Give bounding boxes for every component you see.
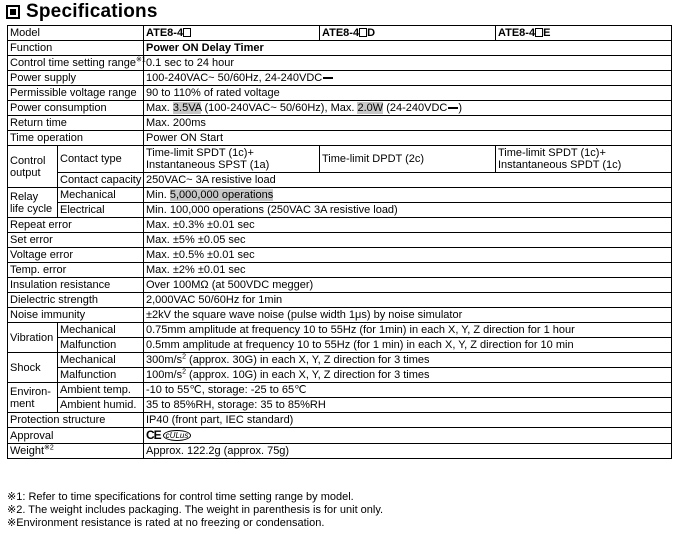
row-value: 2,000VAC 50/60Hz for 1min (144, 293, 672, 308)
row-value: IP40 (front part, IEC standard) (144, 413, 672, 428)
table-row (8, 323, 672, 338)
model-cell: ATE8-4 (144, 26, 320, 41)
table-row (8, 203, 672, 218)
table-row (8, 131, 672, 146)
placeholder-square-icon (535, 28, 543, 37)
table-row (8, 263, 672, 278)
row-value: Min. 5,000,000 operations (144, 188, 672, 203)
section-heading (6, 1, 158, 23)
table-row (8, 71, 672, 86)
footnote: ※Environment resistance is rated at no freezing or condensation. (7, 517, 325, 529)
table-row (8, 353, 672, 368)
row-label: Weight$^{※2}$ (8, 444, 144, 459)
group-label: Relay life cycle (8, 188, 58, 218)
ul-mark-icon: cULus (163, 430, 192, 441)
dc-symbol-icon (323, 77, 333, 79)
row-label: Repeat error (8, 218, 144, 233)
approval-marks (146, 429, 191, 441)
group-label: Environ-ment (8, 383, 58, 413)
row-value: ±2kV the square wave noise (pulse width 1μs) by noise simulator (144, 308, 672, 323)
table-row (8, 308, 672, 323)
row-label: Control time setting range$^{※1}$ (8, 56, 144, 71)
row-value: Max. ±2% ±0.01 sec (144, 263, 672, 278)
row-value: Approx. 122.2g (approx. 75g) (144, 444, 672, 459)
row-value: Min. 100,000 operations (250VAC 3A resistive load) (144, 203, 672, 218)
table-row (8, 413, 672, 428)
row-label: Ambient temp. (58, 383, 144, 398)
row-label: Contact type (58, 146, 144, 173)
table-row (8, 41, 672, 56)
table-row (8, 56, 672, 71)
row-label: Contact capacity (58, 173, 144, 188)
group-label: Shock (8, 353, 58, 383)
footnote: ※1: Refer to time specifications for control time setting range by model. (7, 491, 354, 503)
row-value: 250VAC~ 3A resistive load (144, 173, 672, 188)
specifications-table (7, 25, 672, 459)
footnote: ※2. The weight includes packaging. The weight in parenthesis is for unit only. (7, 504, 384, 516)
row-label: Power consumption (8, 101, 144, 116)
table-row (8, 101, 672, 116)
model-cell: ATE8-4 E (496, 26, 672, 41)
group-label: Vibration (8, 323, 58, 353)
row-label: Set error (8, 233, 144, 248)
table-row (8, 248, 672, 263)
row-label: Permissible voltage range (8, 86, 144, 101)
row-label: Dielectric strength (8, 293, 144, 308)
table-row (8, 188, 672, 203)
table-row (8, 233, 672, 248)
row-value: Time-limit SPDT (1c)+ Instantaneous SPST (1a) (144, 146, 320, 173)
row-value: $300m/s^2$ (approx. 30G) in each X, Y, Z direction for 3 times (144, 353, 672, 368)
row-label: Temp. error (8, 263, 144, 278)
row-label: Malfunction (58, 338, 144, 353)
row-value: Time-limit DPDT (2c) (320, 146, 496, 173)
table-row (8, 218, 672, 233)
row-value: 35 to 85%RH, storage: 35 to 85%RH (144, 398, 672, 413)
row-label: Malfunction (58, 368, 144, 383)
table-row (8, 26, 672, 41)
table-row (8, 116, 672, 131)
table-row (8, 146, 672, 173)
group-label: Control output (8, 146, 58, 188)
row-label: Voltage error (8, 248, 144, 263)
row-value: Power ON Delay Timer (144, 41, 672, 56)
row-value: 100-240VAC~ 50/60Hz, 24-240VDC (144, 71, 672, 86)
row-label: Approval (8, 428, 144, 444)
ce-mark-icon: CE (146, 428, 161, 442)
row-value: 0.1 sec to 24 hour (144, 56, 672, 71)
row-label: Ambient humid. (58, 398, 144, 413)
row-label: Function (8, 41, 144, 56)
row-value: $100m/s^2$ (approx. 10G) in each X, Y, Z direction for 3 times (144, 368, 672, 383)
square-bullet-icon (6, 5, 20, 19)
row-value: Over 100MΩ (at 500VDC megger) (144, 278, 672, 293)
placeholder-square-icon (359, 28, 367, 37)
footnotes (7, 491, 383, 530)
table-row (8, 293, 672, 308)
row-label: Power supply (8, 71, 144, 86)
dc-symbol-icon (448, 107, 458, 109)
row-value: Power ON Start (144, 131, 672, 146)
table-row (8, 368, 672, 383)
table-row (8, 338, 672, 353)
row-label: Electrical (58, 203, 144, 218)
row-label: Noise immunity (8, 308, 144, 323)
table-row (8, 383, 672, 398)
row-value: Max. 200ms (144, 116, 672, 131)
row-label: Mechanical (58, 353, 144, 368)
row-value: 90 to 110% of rated voltage (144, 86, 672, 101)
row-label: Protection structure (8, 413, 144, 428)
row-value: 0.5mm amplitude at frequency 10 to 55Hz (for 1 min) in each X, Y, Z direction for 10 min (144, 338, 672, 353)
row-label: Time operation (8, 131, 144, 146)
section-title: Specifications (26, 1, 158, 22)
row-label: Mechanical (58, 188, 144, 203)
placeholder-square-icon (183, 28, 191, 37)
table-row (8, 173, 672, 188)
row-value: Max. 3.5VA (100-240VAC~ 50/60Hz), Max. 2.0W (24-240VDC ) (144, 101, 672, 116)
row-label: Return time (8, 116, 144, 131)
row-value: 0.75mm amplitude at frequency 10 to 55Hz (for 1min) in each X, Y, Z direction for 1 hour (144, 323, 672, 338)
table-row (8, 398, 672, 413)
row-value: Time-limit SPDT (1c)+ Instantaneous SPDT (1c) (496, 146, 672, 173)
table-row (8, 428, 672, 444)
table-row (8, 278, 672, 293)
row-value (144, 428, 672, 444)
row-value: -10 to 55℃, storage: -25 to 65℃ (144, 383, 672, 398)
row-value: Max. ±0.3% ±0.01 sec (144, 218, 672, 233)
model-cell: ATE8-4 D (320, 26, 496, 41)
table-row (8, 86, 672, 101)
row-label: Insulation resistance (8, 278, 144, 293)
row-value: Max. ±0.5% ±0.01 sec (144, 248, 672, 263)
row-value: Max. ±5% ±0.05 sec (144, 233, 672, 248)
row-label: Mechanical (58, 323, 144, 338)
table-row (8, 444, 672, 459)
row-label: Model (8, 26, 144, 41)
